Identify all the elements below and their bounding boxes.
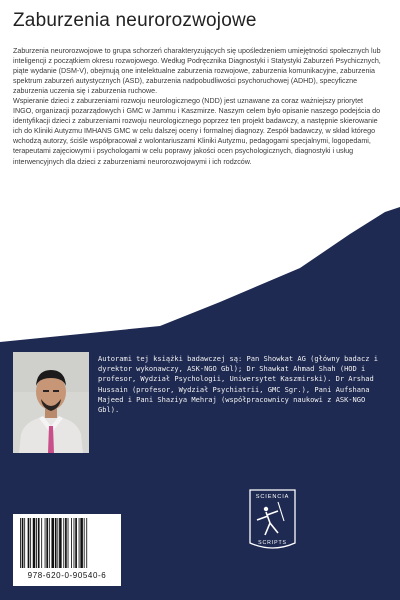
publisher-logo — [248, 487, 297, 554]
book-title: Zaburzenia neurorozwojowe — [13, 10, 257, 31]
blurb-paragraph-2: Wspieranie dzieci z zaburzeniami rozwoju neurologicznego (NDD) jest uznawane za coraz ważniejszy priorytet INGO, organizacji pozarządowych i GMC w Jammu i Kaszmirze. Naszym celem było opisanie naszego podejścia do identyfikacji dzieci z zaburzeniami rozwoju neurologicznego poprzez ten projekt badawczy, a następnie skierowanie ich do Kliniki Autyzmu IMHANS GMC w celu dalszej oceny i formalnej diagnozy. Zespół badawczy, w skład którego wchodzą autorzy, ściśle współpracował z wolontariuszami Kliniki Autyzmu, pedagogami specjalnymi, logopedami, terapeutami zajęciowymi i psychologami w celu poprawy jakości ocen psychologicznych, diagnostyki i usług interwencyjnych dla dzieci z zaburzeniami neurorozwojowymi i ich rodzców. — [13, 97, 381, 166]
author-photo — [13, 352, 89, 453]
publisher-name-line-1: SCIENCIA — [255, 494, 290, 500]
publisher-name-line-2: SCRIPTS — [258, 540, 287, 546]
blurb-paragraph-1: Zaburzenia neurorozwojowe to grupa schorzeń charakteryzujących się upośledzeniem umiejętności społecznych lub inteligencji z początkiem okresu rozwojowego. Według Podręcznika Diagnostyki i Statystyki Zaburzeń Psychicznych, piąte wydanie (DSM-V), obejmują one intelektualne zaburzenia rozwojowe, zaburzenia komunikacyjne, zaburzenia spektrum zaburzeń autystycznych (ASD), zaburzenia nadpobudliwości psychoruchowej (ADHD), specyficzne zaburzenia uczenia się i zaburzenia ruchowe. — [13, 47, 381, 96]
isbn-barcode — [18, 518, 115, 568]
isbn-number: 978-620-0-90540-6 — [27, 571, 107, 580]
author-bio: Autorami tej książki badawczej są: Pan Showkat AG (główny badacz i dyrektor wykonawczy, ASK-NGO Gbl); Dr Shawkat Ahmad Shah (HOD i profesor, Wydział Psychologii, Uniwersytet Kaszmirski). Dr Arshad Hussain (profesor, Wydział Psychiatrii, GMC Sgr.), Pani Aufshana Majeed i Pani Shaziya Mehraj (współpracownicy naukowi z ASK-NGO Gbl). — [98, 354, 379, 415]
back-cover-blurb — [13, 46, 383, 167]
barcode-panel — [13, 514, 121, 586]
